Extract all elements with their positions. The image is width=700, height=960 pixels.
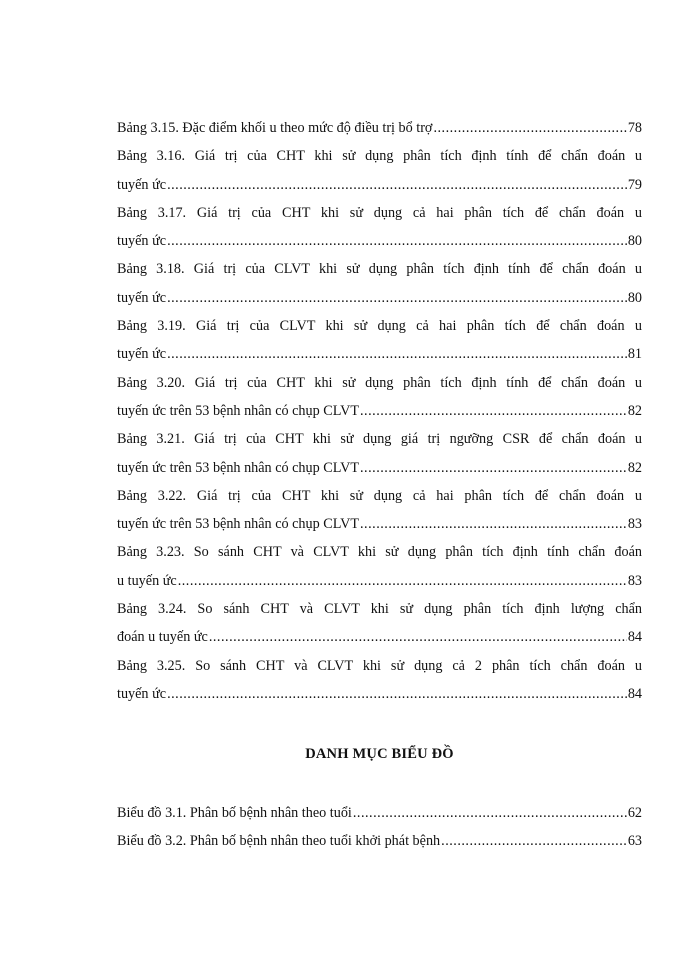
dot-leader (167, 680, 627, 708)
dot-leader (209, 623, 627, 651)
table-toc-entry[interactable] (117, 425, 642, 482)
table-toc-entry-text: Bảng 3.23. So sánh CHT và CLVT khi sử dụng phân tích định tính chẩn đoán (117, 544, 642, 561)
chart-toc-entry-line (117, 827, 642, 855)
table-toc-entry-line (117, 595, 642, 623)
table-toc-entry-line (117, 227, 642, 255)
table-toc-entry[interactable] (117, 114, 642, 142)
page-number: 84 (627, 629, 642, 646)
table-toc-entry-line (117, 142, 642, 170)
page-number: 62 (627, 805, 642, 821)
table-toc-entry-text: Bảng 3.18. Giá trị của CLVT khi sử dụng phân tích định tính để chẩn đoán u (117, 261, 642, 278)
dot-leader (441, 827, 627, 855)
table-toc-entry-line (117, 369, 642, 397)
chart-toc-entry-line (117, 799, 642, 827)
table-toc-entry-line (117, 482, 642, 510)
chart-toc-entry-text: Biểu đồ 3.1. Phân bố bệnh nhân theo tuổi (117, 805, 352, 821)
table-toc-entry[interactable] (117, 369, 642, 426)
table-toc-entry[interactable] (117, 482, 642, 539)
table-toc-entry-line (117, 397, 642, 425)
list-of-tables (117, 114, 642, 708)
table-toc-entry[interactable] (117, 538, 642, 595)
page-number: 83 (627, 572, 642, 589)
table-toc-entry-text: Bảng 3.17. Giá trị của CHT khi sử dụng cả hai phân tích để chẩn đoán u (117, 204, 642, 221)
dot-leader (360, 397, 627, 425)
dot-leader (167, 340, 627, 368)
table-toc-entry-line (117, 114, 642, 142)
page-number: 80 (627, 289, 642, 306)
dot-leader (178, 567, 627, 595)
table-toc-entry-text: đoán u tuyến ức (117, 629, 208, 646)
dot-leader (353, 799, 627, 827)
dot-leader (167, 227, 627, 255)
table-toc-entry-text: u tuyến ức (117, 572, 177, 589)
dot-leader (360, 510, 627, 538)
table-toc-entry-line (117, 171, 642, 199)
table-toc-entry-text: Bảng 3.24. So sánh CHT và CLVT khi sử dụng phân tích định lượng chẩn (117, 601, 642, 618)
table-toc-entry[interactable] (117, 652, 642, 709)
table-toc-entry-text: Bảng 3.25. So sánh CHT và CLVT khi sử dụng cả 2 phân tích chẩn đoán u (117, 657, 642, 674)
table-toc-entry-line (117, 284, 642, 312)
table-toc-entry-text: tuyến ức (117, 346, 167, 363)
table-toc-entry-line (117, 623, 642, 651)
table-toc-entry[interactable] (117, 255, 642, 312)
table-toc-entry-line (117, 680, 642, 708)
dot-leader (167, 171, 627, 199)
page-number: 82 (627, 459, 642, 476)
table-toc-entry-text: Bảng 3.16. Giá trị của CHT khi sử dụng phân tích định tính để chẩn đoán u (117, 148, 642, 165)
page-number: 79 (627, 176, 642, 193)
table-toc-entry[interactable] (117, 312, 642, 369)
page-number: 80 (627, 233, 642, 250)
list-of-charts (117, 799, 642, 856)
table-toc-entry[interactable] (117, 142, 642, 199)
table-toc-entry-text: Bảng 3.15. Đặc điểm khối u theo mức độ điều trị bổ trợ (117, 120, 433, 136)
chart-toc-entry[interactable] (117, 827, 642, 855)
chart-toc-entry[interactable] (117, 799, 642, 827)
table-toc-entry-line (117, 538, 642, 566)
table-toc-entry-text: tuyến ức trên 53 bệnh nhân có chụp CLVT (117, 459, 359, 476)
table-toc-entry-line (117, 199, 642, 227)
table-toc-entry-text: tuyến ức (117, 289, 167, 306)
table-toc-entry[interactable] (117, 595, 642, 652)
table-toc-entry-line (117, 652, 642, 680)
table-toc-entry-line (117, 510, 642, 538)
page-number: 63 (627, 833, 642, 850)
table-toc-entry-text: Bảng 3.19. Giá trị của CLVT khi sử dụng cả hai phân tích để chẩn đoán u (117, 318, 642, 335)
page-number: 81 (627, 346, 642, 363)
table-toc-entry-text: Bảng 3.21. Giá trị của CHT khi sử dụng giá trị ngưỡng CSR để chẩn đoán u (117, 431, 642, 448)
table-toc-entry-text: Bảng 3.22. Giá trị của CHT khi sử dụng cả hai phân tích để chẩn đoán u (117, 487, 642, 504)
table-toc-entry-text: tuyến ức trên 53 bệnh nhân có chụp CLVT (117, 402, 359, 419)
page-number: 84 (627, 685, 642, 702)
table-toc-entry-text: tuyến ức (117, 685, 167, 702)
table-toc-entry-line (117, 567, 642, 595)
table-toc-entry-text: Bảng 3.20. Giá trị của CHT khi sử dụng phân tích định tính để chẩn đoán u (117, 374, 642, 391)
page-number: 78 (627, 120, 642, 136)
table-toc-entry-line (117, 340, 642, 368)
table-toc-entry-text: tuyến ức trên 53 bệnh nhân có chụp CLVT (117, 516, 359, 533)
dot-leader (360, 454, 627, 482)
charts-heading: DANH MỤC BIỂU ĐỒ (305, 746, 454, 762)
table-toc-entry-line (117, 312, 642, 340)
table-toc-entry-text: tuyến ức (117, 176, 167, 193)
page-number: 83 (627, 516, 642, 533)
page-number: 82 (627, 402, 642, 419)
dot-leader (433, 114, 626, 142)
table-toc-entry-text: tuyến ức (117, 233, 167, 250)
table-toc-entry-line (117, 255, 642, 283)
table-toc-entry-line (117, 454, 642, 482)
table-toc-entry-line (117, 425, 642, 453)
chart-toc-entry-text: Biểu đồ 3.2. Phân bố bệnh nhân theo tuổi khởi phát bệnh (117, 833, 441, 850)
table-toc-entry[interactable] (117, 199, 642, 256)
dot-leader (167, 284, 627, 312)
